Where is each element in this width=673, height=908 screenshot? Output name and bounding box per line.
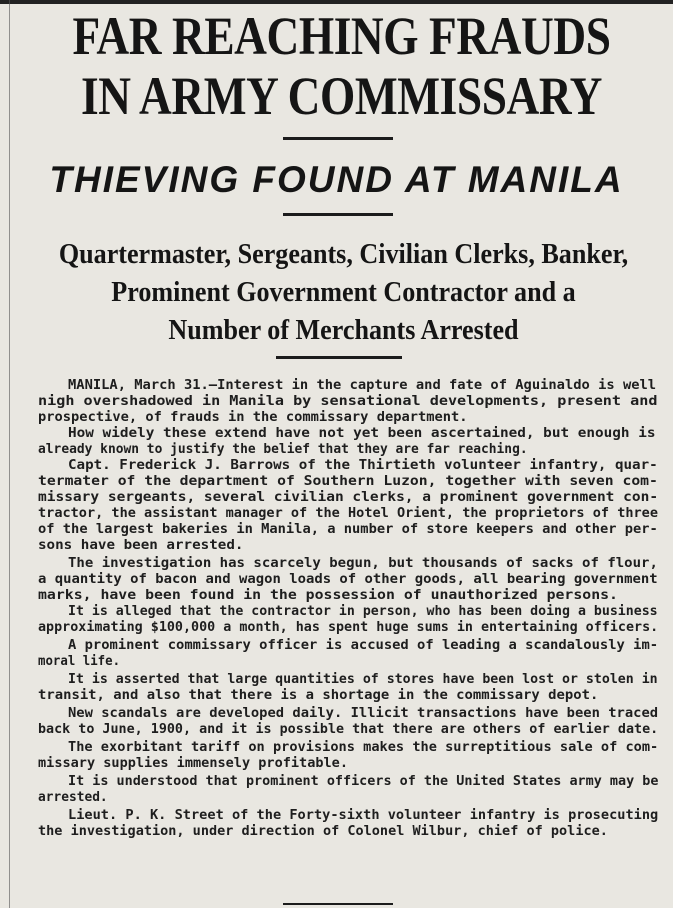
body-text-line: back to June, 1900, and it is possible that there are others of earlier date. — [38, 721, 659, 737]
body-text-line: It is alleged that the contractor in person, who has been doing a business — [68, 603, 658, 619]
body-text-line: missary sergeants, several civilian clerks, a prominent government con- — [38, 489, 659, 505]
body-text-line: transit, and also that there is a shortage in the commissary depot. — [38, 687, 599, 703]
body-text-line: missary supplies immensely profitable. — [38, 755, 348, 771]
body-text-line: prospective, of frauds in the commissary department. — [38, 409, 468, 425]
body-text-line: nigh overshadowed in Manila by sensational developments, present and — [38, 393, 658, 409]
body-text-line: arrested. — [38, 789, 108, 805]
body-text-line: marks, have been found in the possession of unauthorized persons. — [38, 587, 618, 603]
separator-rule — [283, 137, 393, 140]
separator-rule — [276, 356, 402, 359]
body-text-line: the investigation, under direction of Colonel Wilbur, chief of police. — [38, 823, 608, 839]
bottom-rule — [283, 903, 393, 905]
body-text-line: The investigation has scarcely begun, but thousands of sacks of flour, — [68, 555, 658, 571]
body-text-line: It is asserted that large quantities of stores have been lost or stolen in — [68, 671, 658, 687]
body-text-line: Capt. Frederick J. Barrows of the Thirtieth volunteer infantry, quar- — [68, 457, 658, 473]
dateline-paragraph-line: MANILA, March 31.—Interest in the capture and fate of Aguinaldo is well — [68, 377, 657, 393]
deck-headline: THIEVING FOUND AT MANILA — [49, 159, 624, 200]
subheading-line-2: Prominent Government Contractor and a — [111, 276, 576, 308]
body-text-line: New scandals are developed daily. Illicit transactions have been traced — [68, 705, 659, 721]
headline-line-1: FAR REACHING FRAUDS — [72, 6, 611, 66]
body-text-line: tractor, the assistant manager of the Hotel Orient, the proprietors of three — [38, 505, 658, 521]
body-text-line: termater of the department of Southern Luzon, together with seven com- — [38, 473, 658, 489]
column-border-rule — [9, 0, 10, 908]
body-text-line: A prominent commissary officer is accused of leading a scandalously im- — [68, 637, 659, 653]
subheading-line-3: Number of Merchants Arrested — [168, 314, 519, 346]
body-text-line: It is understood that prominent officers of the United States army may be — [68, 773, 659, 789]
body-text-line: moral life. — [38, 653, 121, 669]
top-border-rule — [0, 0, 673, 4]
body-text-line: of the largest bakeries in Manila, a number of store keepers and other per- — [38, 521, 658, 537]
separator-rule — [283, 213, 393, 216]
body-text-line: approximating $100,000 a month, has spent huge sums in entertaining officers. — [38, 619, 659, 635]
body-text-line: How widely these extend have not yet been ascertained, but enough is — [68, 425, 656, 441]
body-text-line: a quantity of bacon and wagon loads of other goods, all bearing government — [38, 571, 658, 587]
headline-line-2: IN ARMY COMMISSARY — [81, 66, 602, 126]
body-text-line: sons have been arrested. — [38, 537, 244, 553]
subheading-line-1: Quartermaster, Sergeants, Civilian Clerks, Banker, — [58, 238, 629, 270]
body-text-line: already known to justify the belief that they are far reaching. — [38, 441, 528, 457]
body-text-line: Lieut. P. K. Street of the Forty-sixth volunteer infantry is prosecuting — [68, 807, 659, 823]
body-text-line: The exorbitant tariff on provisions makes the surreptitious sale of com- — [68, 739, 659, 755]
